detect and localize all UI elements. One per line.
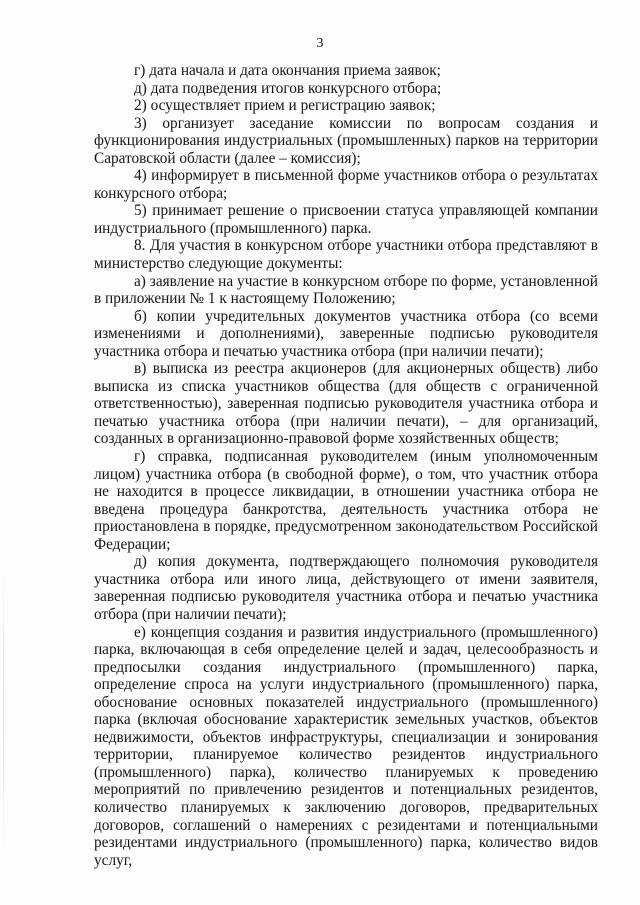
scan-edge-shadow (3, 560, 4, 860)
paragraph-doc-g-certificate: г) справка, подписанная руководителем (иным уполномоченным лицом) участника отбора (в свободной форме), о том, что участник отбора не находится в процессе ликвидации, в отношении участника отбора не введена процедура банкротства, деятельность участника отбора не приостановлена в порядке, предусмотренном законодательством Российской Федерации; (94, 448, 598, 553)
paragraph-item-3-commission-meeting: 3) организует заседание комиссии по вопросам создания и функционирования индустриальных (промышленных) парков на территории Саратовской области (далее – комиссия); (94, 114, 598, 167)
paragraph-item-2-accept-applications: 2) осуществляет прием и регистрацию заявок; (134, 97, 436, 115)
paragraph-item-5-status-decision: 5) принимает решение о присвоении статуса управляющей компании индустриального (промышленного) парка. (94, 202, 598, 237)
paragraph-doc-e-park-concept: е) концепция создания и развития индустриального (промышленного) парка, включающая в себя определение целей и задач, целесообразность и предпосылки создания индустриального (промышленного) парка, определение спроса на услуги индустриального (промышленного) парка, обоснование основных показателей индустриального (промышленного) парка (включая обоснование характеристик земельных участков, объектов недвижимости, объектов инфраструктуры, специализации и зонирования территории, планируемое количество резидентов индустриального (промышленного) парка), количество планируемых к проведению мероприятий по привлечению резидентов и потенциальных резидентов, количество планируемых к заключению договоров, предварительных договоров, соглашений о намерениях с резидентами и потенциальными резидентами индустриального (промышленного) парка, количество видов услуг, (94, 623, 598, 869)
paragraph-item-4-inform-participants: 4) информирует в письменной форме участников отбора о результатах конкурсного отбора; (94, 167, 598, 202)
paragraph-item-g-start-date: г) дата начала и дата окончания приема заявок; (134, 62, 441, 79)
paragraph-item-d-results-date: д) дата подведения итогов конкурсного отбора; (134, 79, 442, 97)
paragraph-doc-b-charter-copies: б) копии учредительных документов участника отбора (со всеми изменениями и дополнениями), заверенные подписью руководителя участника отбора и печатью участника отбора (при наличии печати); (94, 307, 598, 360)
paragraph-doc-d-authority-copy: д) копия документа, подтверждающего полномочия руководителя участника отбора или иного лица, действующего от имени заявителя, заверенная подписью руководителя участника отбора и печатью участника отбора (при наличии печати); (94, 553, 598, 623)
paragraph-doc-v-register-extract: в) выписка из реестра акционеров (для акционерных обществ) либо выписка из списка участников общества (для обществ с ограниченной ответственностью), заверенная подписью руководителя участника отбора и печатью участника отбора (при наличии печати), – для организаций, созданных в организационно-правовой форме хозяйственных обществ; (94, 360, 598, 448)
document-body (94, 62, 598, 869)
paragraph-doc-a-application: а) заявление на участие в конкурсном отборе по форме, установленной в приложении № 1 к настоящему Положению; (94, 272, 598, 308)
page-number: 3 (316, 36, 324, 51)
paragraph-section-8-documents: 8. Для участия в конкурсном отборе участники отбора представляют в министерство следующие документы: (94, 237, 598, 273)
